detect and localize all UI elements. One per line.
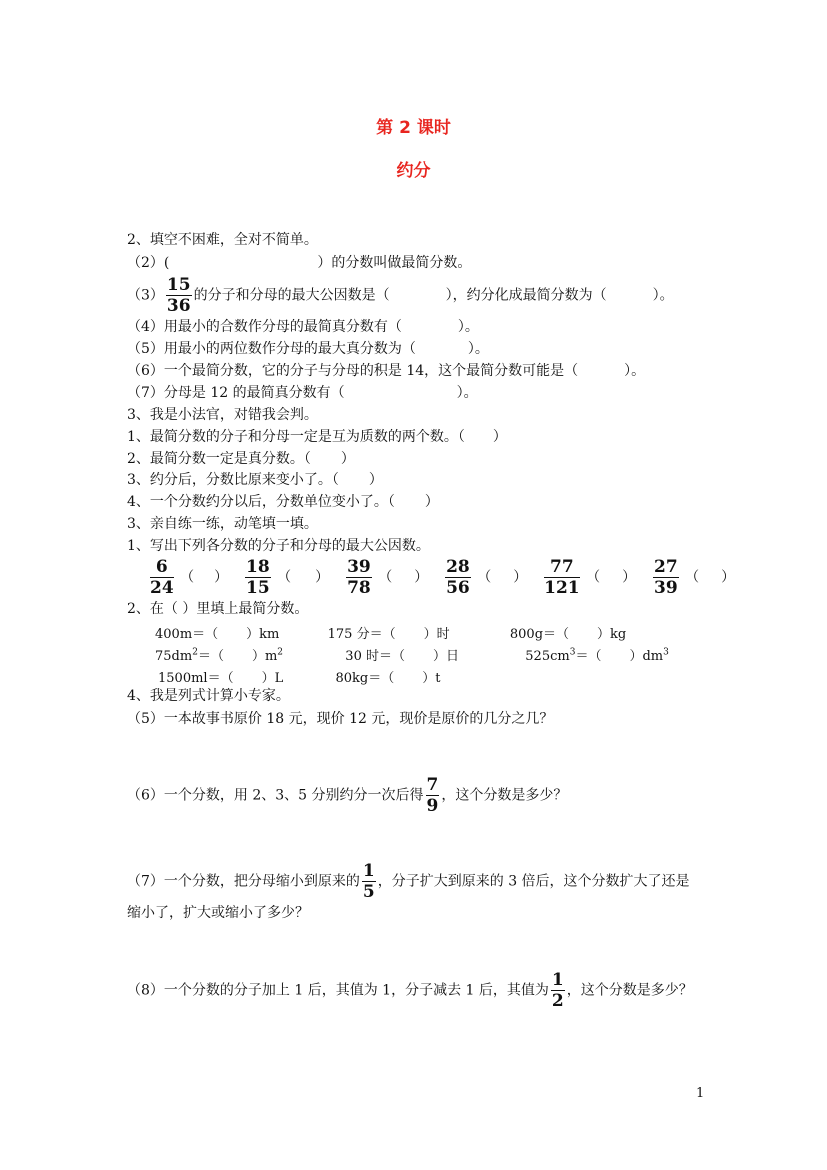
section-2-heading: 2、填空不困难，全对不简单。: [127, 232, 318, 248]
question-2-3: （3） $\frac{15}{36}$ 的分子和分母的最大公因数是（ ），约分化成最简分数为（ ）。: [127, 275, 674, 316]
page-number: 1: [696, 1086, 705, 1101]
question-2-2: （2）( ）的分数叫做最简分数。: [127, 255, 472, 271]
gcf-fraction-row: $\frac{6}{24}$ （ ） $\frac{18}{15}$ （ ） $\frac{39}{78}$ （ ） $\frac{28}{56}$ （ ） $\frac{77}{121}$ （ ） $\frac{27}{39}$ （ ）: [150, 557, 736, 598]
conversion-row-3: 1500ml＝（ ）L 80kg＝（ ）t: [158, 671, 441, 686]
lesson-title: 第 2 课时: [376, 118, 451, 138]
fraction-item: $\frac{39}{78}$: [347, 557, 371, 598]
fraction-1-5: $\frac{1}{5}$: [362, 861, 375, 902]
fraction-item: $\frac{18}{15}$: [246, 557, 270, 598]
section-3-heading: 3、我是小法官，对错我会判。: [127, 407, 318, 423]
word-problem-7-cont: 缩小了，扩大或缩小了多少？: [127, 905, 309, 921]
fraction-7-9: $\frac{7}{9}$: [426, 775, 439, 816]
section-3b-heading: 3、亲自练一练，动笔填一填。: [127, 516, 318, 532]
judge-item-2: 2、最简分数一定是真分数。（ ）: [127, 451, 355, 467]
word-problem-8: （8）一个分数的分子加上 1 后，其值为 1，分子减去 1 后，其值为 $\frac{1}{2}$ ，这个分数是多少？: [127, 970, 693, 1011]
fraction-item: $\frac{6}{24}$: [150, 557, 174, 598]
fraction-15-36: $\frac{15}{36}$: [166, 275, 191, 316]
question-2-7: （7）分母是 12 的最简真分数有（ ）。: [127, 385, 478, 401]
question-2-4: （4）用最小的合数作分母的最简真分数有（ ）。: [127, 319, 479, 335]
section-4-heading: 4、我是列式计算小专家。: [127, 688, 290, 704]
word-problem-7: （7）一个分数，把分母缩小到原来的 $\frac{1}{5}$ ，分子扩大到原来的 3 倍后，这个分数扩大了还是: [127, 861, 690, 902]
fraction-item: $\frac{77}{121}$: [544, 557, 580, 598]
conversion-row-2: $75dm^2=$（ ）$m^2$ 30 时＝（ ）日 $525cm^3=$（ ）$dm^3$: [155, 647, 669, 664]
fraction-item: $\frac{27}{39}$: [653, 557, 678, 598]
word-problem-5: （5）一本故事书原价 18 元，现价 12 元，现价是原价的几分之几？: [127, 711, 554, 727]
practice-2-prompt: 2、在（ ）里填上最简分数。: [127, 601, 309, 617]
conversion-row-1: 400m＝（ ）km 175 分＝（ ）时 800g＝（ ）kg: [155, 627, 627, 642]
judge-item-3: 3、约分后，分数比原来变小了。（ ）: [127, 472, 383, 488]
judge-item-1: 1、最简分数的分子和分母一定是互为质数的两个数。（ ）: [127, 429, 507, 445]
practice-1-prompt: 1、写出下列各分数的分子和分母的最大公因数。: [127, 538, 430, 554]
question-2-6: （6）一个最简分数，它的分子与分母的积是 14，这个最简分数可能是（ ）。: [127, 363, 646, 379]
judge-item-4: 4、一个分数约分以后，分数单位变小了。（ ）: [127, 494, 439, 510]
lesson-subtitle: 约分: [396, 161, 431, 181]
fraction-1-2: $\frac{1}{2}$: [551, 970, 564, 1011]
fraction-item: $\frac{28}{56}$: [446, 557, 470, 598]
word-problem-6: （6）一个分数，用 2、3、5 分别约分一次后得 $\frac{7}{9}$ ，这个分数是多少？: [127, 775, 568, 816]
question-2-5: （5）用最小的两位数作分母的最大真分数为（ ）。: [127, 341, 489, 357]
